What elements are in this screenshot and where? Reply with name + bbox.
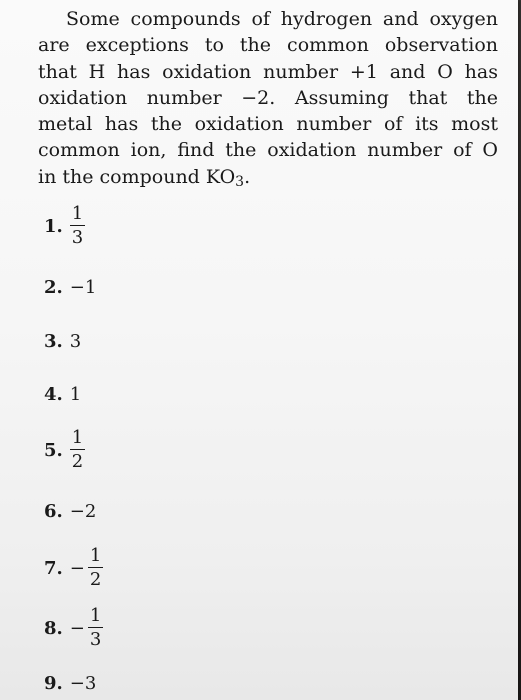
question-line-last: in the compound $KO_3$. (38, 165, 251, 190)
fraction-denominator: 2 (89, 569, 102, 590)
fraction-numerator: 1 (89, 605, 102, 626)
fraction-denominator: 3 (71, 227, 84, 248)
answer-option-1[interactable] (44, 204, 85, 248)
answer-option-3[interactable] (44, 331, 81, 352)
option-number: 1. (44, 215, 63, 237)
answer-option-7[interactable] (44, 546, 103, 590)
option-fraction (70, 428, 85, 472)
option-sign: − (69, 557, 85, 579)
option-value: 1 (69, 384, 82, 405)
question-line: are exceptions to the common observation (38, 34, 498, 57)
fraction-denominator: 3 (89, 629, 102, 650)
fraction-numerator: 1 (71, 203, 84, 224)
option-value: −2 (69, 501, 97, 522)
fraction-numerator: 1 (71, 427, 84, 448)
option-number: 9. (44, 673, 63, 694)
option-number: 4. (44, 384, 63, 405)
question-line: oxidation number −2. Assuming that the (38, 86, 498, 109)
option-value: −3 (69, 673, 97, 694)
answer-option-8[interactable] (44, 606, 103, 650)
option-number: 5. (44, 439, 63, 461)
question-line: that H has oxidation number +1 and O has (38, 60, 498, 83)
formula-subscript: 3 (235, 173, 245, 190)
option-sign: − (69, 617, 85, 639)
question-line: common ion, find the oxidation number of O (38, 139, 498, 162)
option-number: 2. (44, 277, 63, 298)
option-fraction (88, 546, 103, 590)
option-number: 8. (44, 617, 63, 639)
answer-option-5[interactable] (44, 428, 85, 472)
option-fraction (70, 204, 85, 248)
answer-option-2[interactable] (44, 277, 96, 298)
answer-option-9[interactable] (44, 673, 96, 694)
fraction-numerator: 1 (89, 545, 102, 566)
option-fraction (88, 606, 103, 650)
question-line: Some compounds of hydrogen and oxygen (66, 8, 498, 30)
answer-option-4[interactable] (44, 384, 81, 405)
option-number: 6. (44, 501, 63, 522)
question-line: metal has the oxidation number of its most (38, 113, 498, 136)
option-value: 3 (69, 331, 82, 352)
option-number: 3. (44, 331, 63, 352)
answer-option-6[interactable] (44, 501, 96, 522)
option-number: 7. (44, 557, 63, 579)
question-text (38, 6, 498, 195)
option-value: −1 (69, 277, 97, 298)
fraction-denominator: 2 (71, 451, 84, 472)
